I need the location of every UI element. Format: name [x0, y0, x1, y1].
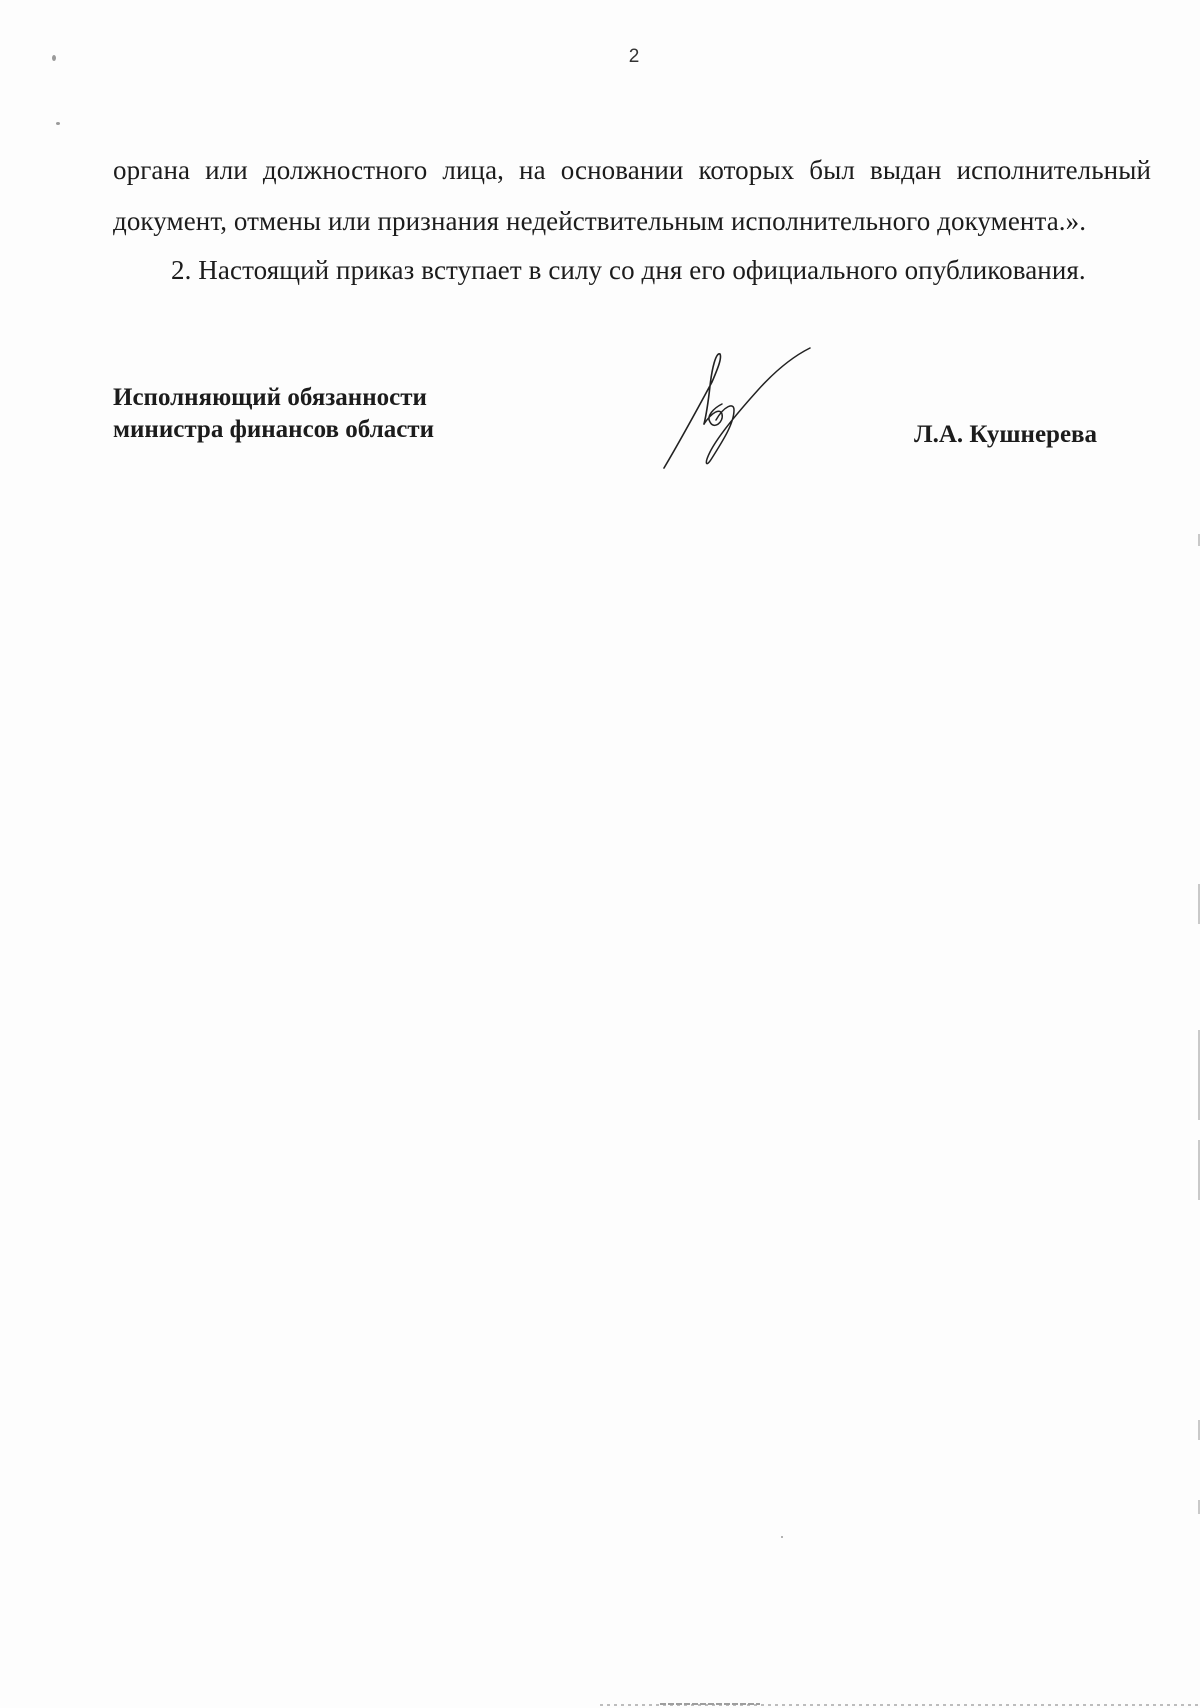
paragraph-continuation: органа или должностного лица, на основании которых был выдан исполнительный документ, отмены или признания недействительным исполнительного документа.».: [113, 155, 1151, 236]
page-number: 2: [628, 46, 640, 67]
paragraph-effective-date: 2. Настоящий приказ вступает в силу со дня его официального опубликования.: [171, 255, 1086, 285]
signatory-title-line-2: министра финансов области: [113, 416, 434, 443]
handwritten-signature: [660, 346, 820, 476]
document-body: [113, 145, 1151, 296]
signatory-title-line-1: Исполняющий обязанности: [113, 384, 427, 411]
scan-bottom-noise: [0, 1702, 1200, 1708]
signer-name: Л.А. Кушнерева: [914, 421, 1098, 448]
signatory-title: [113, 382, 434, 446]
scan-speck: [781, 1536, 783, 1538]
scan-speck: [56, 122, 60, 125]
